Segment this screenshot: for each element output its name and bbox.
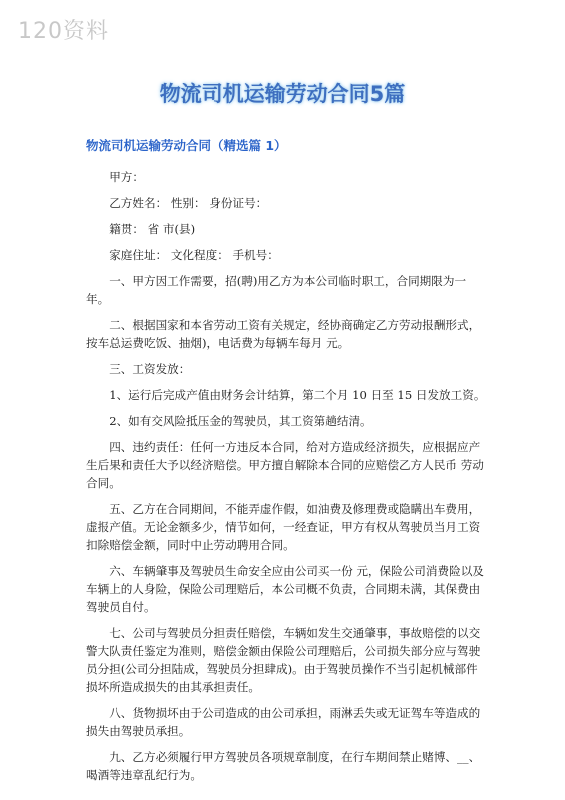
address-line: 家庭住址： 文化程度： 手机号： xyxy=(109,248,279,262)
clause-5: 五、乙方在合同期间，不能弄虚作假，如油费及修理费或隐瞒出车费用，虚报产值。无论金额多少，情节如何，一经查证，甲方有权从驾驶员当月工资扣除赔偿金额，同时中止劳动聘用合同。 xyxy=(86,502,481,552)
clause-3-item-2: 2、如有交风险抵压金的驾驶员，其工资第趟结清。 xyxy=(109,414,372,428)
clause-7: 七、公司与驾驶员分担责任赔偿，车辆如发生交通肇事，事故赔偿的以交警大队责任鉴定为准则，赔偿金额由保险公司理赔后，公司损失部分应与驾驶员分担(公司分担陆成，驾驶员分担肆成)。由于驾驶员操作不当引起机械部件损坏所造成损失的由其承担责任。 xyxy=(86,626,481,694)
party-b-line: 乙方姓名： 性别： 身份证号： xyxy=(109,196,268,210)
clause-1: 一、甲方因工作需要，招(聘)用乙方为本公司临时职工，合同期限为一年。 xyxy=(86,274,467,306)
section-title: 物流司机运输劳动合同（精选篇 1） xyxy=(86,138,287,153)
clause-8: 八、货物损坏由于公司造成的由公司承担，雨淋丢失或无证驾车等造成的损失由驾驶员承担。 xyxy=(86,706,481,738)
clause-3: 三、工资发放： xyxy=(109,362,191,376)
clause-9: 九、乙方必须履行甲方驾驶员各项规章制度，在行车期间禁止赌博、__、喝酒等违章乱纪行为。 xyxy=(86,750,481,782)
clause-2: 二、根据国家和本省劳动工资有关规定，经协商确定乙方劳动报酬形式，按车总运费吃饭、抽烟)，电话费为每辆车每月 元。 xyxy=(86,318,481,350)
party-a-line: 甲方： xyxy=(109,170,144,184)
clause-3-item-1: 1、运行后完成产值由财务会计结算，第二个月 10 日至 15 日发放工资。 xyxy=(109,388,486,402)
origin-line: 籍贯： 省 市(县) xyxy=(109,222,196,236)
clause-6: 六、车辆肇事及驾驶员生命安全应由公司买一份 元，保险公司消费险以及车辆上的人身险，保险公司理赔后，本公司概不负责，合同期未满，其保费由驾驶员自付。 xyxy=(86,564,484,614)
contract-body xyxy=(86,168,486,784)
clause-4: 四、违约责任：任何一方违反本合同，给对方造成经济损失，应根据应产生后果和责任大予以经济赔偿。甲方擅自解除本合同的应赔偿乙方人民币 劳动合同。 xyxy=(86,440,484,490)
watermark: 120资料 xyxy=(18,19,109,44)
document-title: 物流司机运输劳动合同5篇 xyxy=(159,82,406,106)
